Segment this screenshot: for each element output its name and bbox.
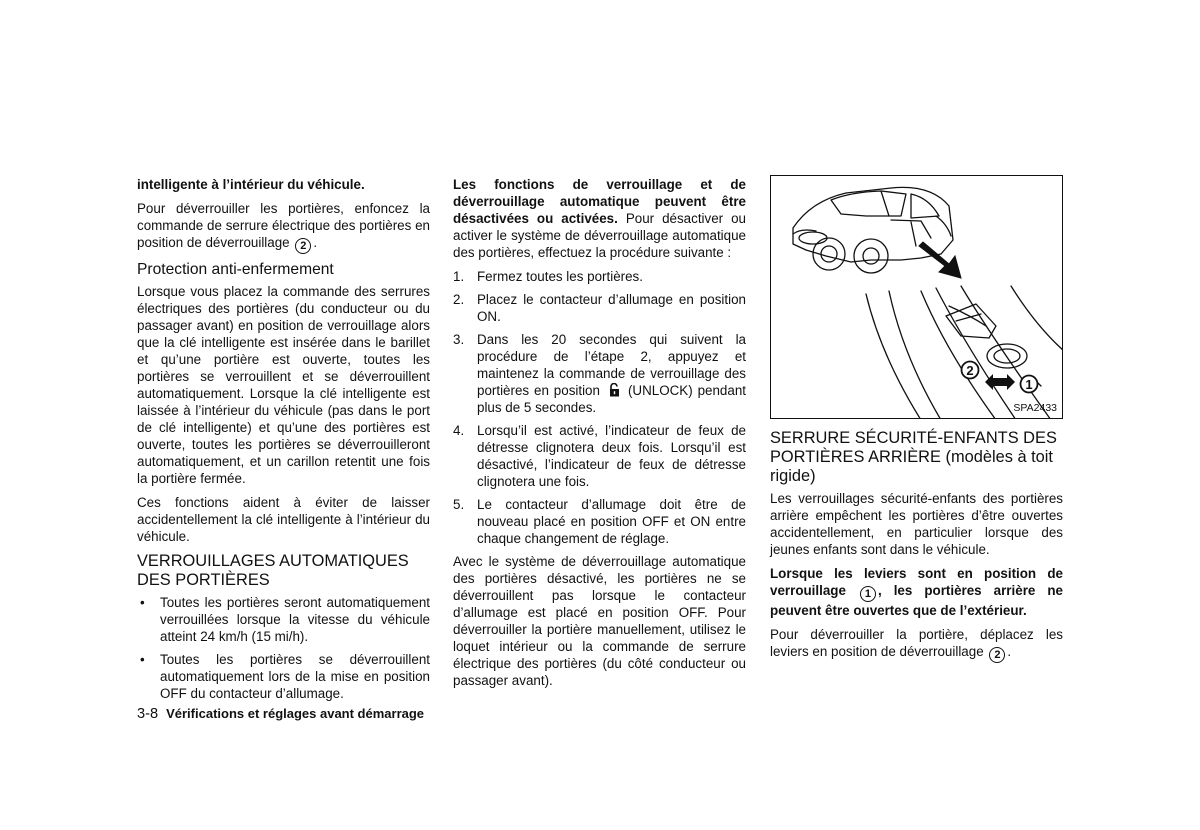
steps-list	[453, 268, 746, 547]
step-item: 1. Fermez toutes les portières.	[453, 269, 643, 284]
paragraph-intro: Les fonctions de verrouillage et de déverrouillage automatique peuvent être désactivées ou activées. Pour désactiver ou activer le système de déverrouillage automatique des portières, effectuez la procédure suivante :	[453, 177, 746, 260]
child-lock-figure	[770, 175, 1063, 419]
callout-2-icon: 2	[989, 647, 1005, 663]
page-footer	[137, 706, 424, 722]
paragraph-lock-position: Lorsque les leviers sont en position de verrouillage 1 , les portières arrière ne peuvent être ouvertes que de l’extérieur.	[770, 566, 1063, 618]
heading-protection: Protection anti-enfermement	[137, 261, 334, 278]
callout-2-icon: 2	[295, 238, 311, 254]
paragraph-child-lock: Les verrouillages sécurité-enfants des portières arrière empêchent les portières d’être ouvertes accidentellement, en particulier lorsque des jeunes enfants sont dans le véhicule.	[770, 491, 1063, 557]
paragraph-help: Ces fonctions aident à éviter de laisser accidentellement la clé intelligente à l’intérieur du véhicule.	[137, 495, 430, 544]
callout-1-label: 1	[1025, 377, 1033, 392]
bullet-item: • Toutes les portières se déverrouillent automatiquement lors de la mise en position OFF du contacteur d’allumage.	[137, 651, 430, 702]
step-item: 5. Le contacteur d’allumage doit être de nouveau placé en position OFF et ON entre chaque changement de réglage.	[453, 497, 746, 546]
heading-child-lock: SERRURE SÉCURITÉ-ENFANTS DES PORTIÈRES ARRIÈRE (modèles à toit rigide)	[770, 429, 1057, 485]
callout-2-label: 2	[966, 363, 974, 378]
footer-title: Vérifications et réglages avant démarrage	[166, 706, 425, 721]
paragraph-unlock: Pour déverrouiller les portières, enfoncez la commande de serrure électrique des portières en position de déverrouillage 2 .	[137, 201, 430, 252]
bullet-list	[137, 594, 430, 702]
continued-heading: intelligente à l’intérieur du véhicule.	[137, 177, 365, 192]
callout-1-icon: 1	[860, 586, 876, 602]
paragraph-unlock-position: Pour déverrouiller la portière, déplacez les leviers en position de déverrouillage 2 .	[770, 627, 1063, 661]
unlock-icon	[606, 383, 624, 397]
car-door-illustration	[771, 176, 1063, 419]
heading-auto-lock: VERROUILLAGES AUTOMATIQUES DES PORTIÈRES	[137, 552, 409, 589]
bullet-item: • Toutes les portières seront automatiquement verrouillées lorsque la vitesse du véhicule atteint 24 km/h (15 mi/h).	[137, 594, 430, 645]
page-number: 3-8	[137, 706, 159, 722]
step-item: 2. Placez le contacteur d’allumage en position ON.	[453, 292, 746, 324]
figure-code: SPA2433	[1013, 402, 1057, 414]
step-item: 4. Lorsqu’il est activé, l’indicateur de feux de détresse clignotera deux fois. Lorsqu’il est désactivé, l’indicateur de feux de détresse clignotera une fois.	[453, 423, 746, 489]
step-item: 3. Dans les 20 secondes qui suivent la procédure de l’étape 2, appuyez et maintenez la commande de verrouillage des portières en position (UNLOCK) pendant plus de 5 secondes.	[453, 332, 746, 415]
paragraph-outro: Avec le système de déverrouillage automatique des portières désactivé, les portières ne se déverrouillent pas lorsque le contacteur d’allumage est placé en position OFF. Pour déverrouiller la portière manuellement, utilisez le loquet intérieur ou la commande de serrure électrique des portières (du côté conducteur ou passager avant).	[453, 554, 746, 688]
paragraph-protection: Lorsque vous placez la commande des serrures électriques des portières (du conducteur ou du passager avant) en position de verrouillage alors que la clé intelligente est insérée dans le barillet et qu’une portière est ouverte, toutes les portières se verrouillent et se déverrouillent automatiquement. Lorsque la clé intelligente est laissée à l’intérieur du véhicule (pas dans le port de clé intelligente) et qu’une des portières est ouverte, toutes les portières se déverrouilleront automatiquement, et un carillon retentit une fois la portière fermée.	[137, 284, 430, 486]
column-left	[137, 176, 430, 708]
column-right	[770, 427, 1063, 670]
column-middle	[453, 176, 746, 696]
